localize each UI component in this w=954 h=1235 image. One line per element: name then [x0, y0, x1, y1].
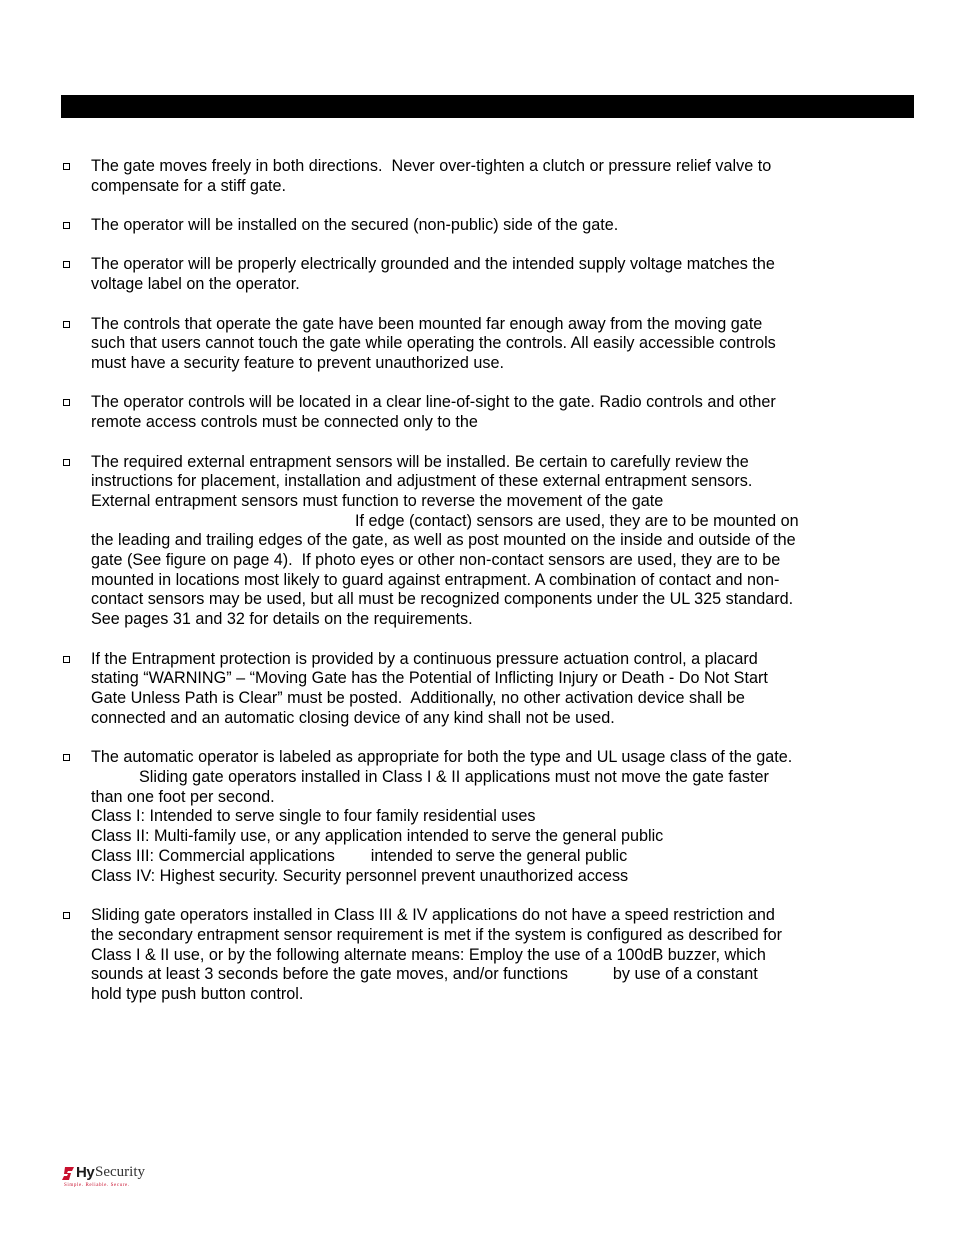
item-text-line: The automatic operator is labeled as appropriate for both the type and UL usage class of the gate.: [91, 748, 793, 766]
item-text-line: Class IV: Highest security. Security personnel prevent unauthorized access: [91, 867, 629, 885]
item-text-line: mounted in locations most likely to guard against entrapment. A combination of contact and non-: [91, 571, 780, 589]
item-text-line: connected and an automatic closing device of any kind shall not be used.: [91, 709, 615, 727]
checkbox-bullet-icon: [63, 163, 70, 170]
item-text-line: hold type push button control.: [91, 985, 304, 1003]
checkbox-bullet-icon: [63, 321, 70, 328]
item-text-line: The operator controls will be located in a clear line-of-sight to the gate. Radio controls and other: [91, 393, 776, 411]
item-text-line: sounds at least 3 seconds before the gate moves, and/or functions by use of a constant: [91, 965, 758, 983]
logo-brand-bold: Hy: [76, 1164, 95, 1181]
item-text-line: than one foot per second.: [91, 788, 275, 806]
item-text-line: the leading and trailing edges of the gate, as well as post mounted on the inside and outside of the: [91, 531, 796, 549]
item-text-line: Class II: Multi-family use, or any application intended to serve the general public: [91, 827, 664, 845]
checkbox-bullet-icon: [63, 912, 70, 919]
checkbox-bullet-icon: [63, 656, 70, 663]
item-text-line: The required external entrapment sensors will be installed. Be certain to carefully review the: [91, 453, 749, 471]
item-text-line: Gate Unless Path is Clear” must be posted. Additionally, no other activation device shall be: [91, 689, 745, 707]
item-text-line: Class I: Intended to serve single to four family residential uses: [91, 807, 536, 825]
item-text-line: contact sensors may be used, but all must be recognized components under the UL 325 standard.: [91, 590, 794, 608]
item-text-line: remote access controls must be connected only to the: [91, 413, 478, 431]
item-text-line: If the Entrapment protection is provided by a continuous pressure actuation control, a placard: [91, 650, 758, 668]
item-text-line: must have a security feature to prevent unauthorized use.: [91, 354, 505, 372]
item-text-line: instructions for placement, installation and adjustment of these external entrapment sensors.: [91, 472, 753, 490]
logo-mark-icon: [62, 1167, 74, 1180]
item-text-line: compensate for a stiff gate.: [91, 177, 286, 195]
item-text-line: The controls that operate the gate have been mounted far enough away from the moving gate: [91, 315, 763, 333]
item-text-line: Sliding gate operators installed in Class III & IV applications do not have a speed restriction and: [91, 906, 775, 924]
item-text-line: The operator will be properly electrically grounded and the intended supply voltage matches the: [91, 255, 775, 273]
item-text-line: External entrapment sensors must function to reverse the movement of the gate: [91, 492, 664, 510]
section-header-bar: [61, 95, 914, 118]
checkbox-bullet-icon: [63, 459, 70, 466]
checkbox-bullet-icon: [63, 261, 70, 268]
checkbox-bullet-icon: [63, 399, 70, 406]
logo-tagline: Simple. Reliable. Secure.: [64, 1183, 130, 1188]
logo-brand-light: Security: [95, 1164, 145, 1180]
item-text-line: See pages 31 and 32 for details on the requirements.: [91, 610, 473, 628]
item-text-line: If edge (contact) sensors are used, they are to be mounted on: [355, 512, 799, 530]
item-text-line: Sliding gate operators installed in Class I & II applications must not move the gate faster: [139, 768, 769, 786]
item-text-line: The gate moves freely in both directions. Never over-tighten a clutch or pressure relief valve to: [91, 157, 772, 175]
hysecurity-logo: [62, 1163, 162, 1193]
checkbox-bullet-icon: [63, 754, 70, 761]
item-text-line: Class III: Commercial applications intended to serve the general public: [91, 847, 628, 865]
item-text-line: The operator will be installed on the secured (non-public) side of the gate.: [91, 216, 619, 234]
item-text-line: the secondary entrapment sensor requirement is met if the system is configured as described for: [91, 926, 782, 944]
checkbox-bullet-icon: [63, 222, 70, 229]
item-text-line: gate (See figure on page 4). If photo eyes or other non-contact sensors are used, they are to be: [91, 551, 781, 569]
item-text-line: voltage label on the operator.: [91, 275, 300, 293]
item-text-line: such that users cannot touch the gate while operating the controls. All easily accessible controls: [91, 334, 776, 352]
item-text-line: stating “WARNING” – “Moving Gate has the Potential of Inflicting Injury or Death - Do Not Start: [91, 669, 768, 687]
item-text-line: Class I & II use, or by the following alternate means: Employ the use of a 100dB buzzer, which: [91, 946, 766, 964]
